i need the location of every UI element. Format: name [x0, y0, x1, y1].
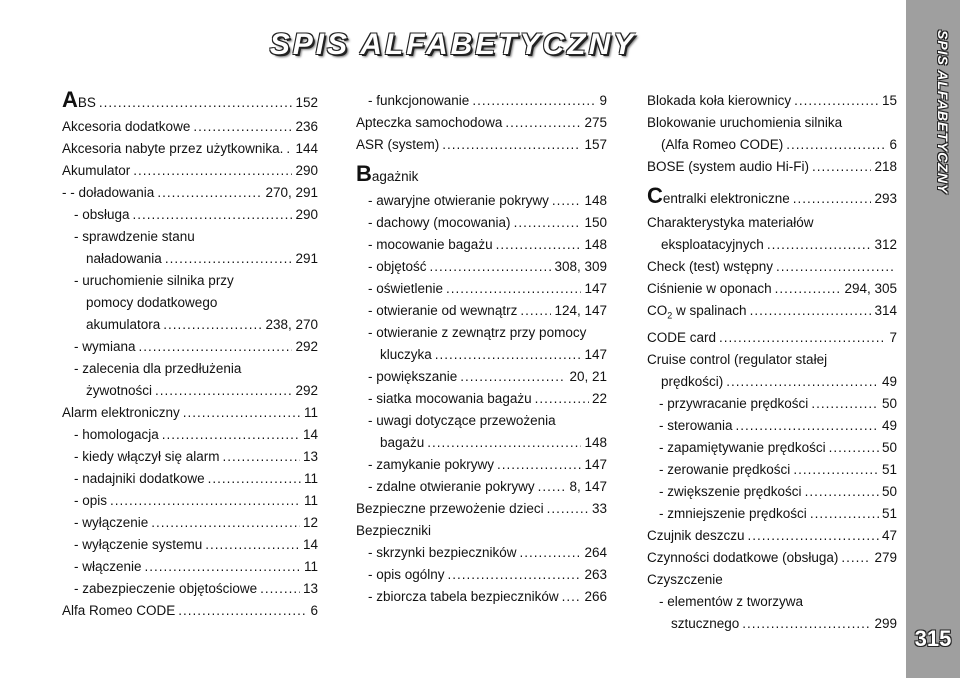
index-entry: CODE card ..... 7 — [647, 327, 897, 349]
index-entry: - opis ..... 11 — [62, 490, 318, 512]
index-entry: - zbiorcza tabela bezpieczników ..... 266 — [356, 586, 607, 608]
index-entry: $CO_2$ w spalinach ..... 314 — [647, 300, 897, 327]
index-entry: - wymiana ..... 292 — [62, 336, 318, 358]
index-entry: Alarm elektroniczny ..... 11 — [62, 402, 318, 424]
index-entry-line: - uruchomienie silnika przy — [74, 273, 234, 288]
section-initial: C — [647, 183, 663, 208]
index-entry: prędkości) ..... 49 — [647, 371, 897, 393]
index-entry: Alfa Romeo CODE ..... 6 — [62, 600, 318, 622]
index-entry: - przywracanie prędkości ..... 50 — [647, 393, 897, 415]
index-entry-line: - elementów z tworzywa — [659, 593, 804, 609]
index-entry: - zerowanie prędkości ..... 51 — [647, 459, 897, 481]
index-entry: - nadajniki dodatkowe ..... 11 — [62, 468, 318, 490]
index-entry: - mocowanie bagażu ..... 148 — [356, 234, 607, 256]
index-entry: BOSE (system audio Hi-Fi) ..... 218 — [647, 156, 897, 178]
index-entry: - homologacja ..... 14 — [62, 424, 318, 446]
index-entry: Czujnik deszczu ..... 47 — [647, 525, 897, 547]
index-entry: Akcesoria nabyte przez użytkownika. ..... 144 — [62, 138, 318, 160]
index-entry: - zamykanie pokrywy ..... 147 — [356, 454, 607, 476]
index-entry-line: Cruise control (regulator stałej — [647, 351, 828, 367]
index-entry-line: Bezpieczniki — [356, 523, 432, 538]
index-entry: eksploatacyjnych ..... 312 — [647, 234, 897, 256]
index-entry: Check (test) wstępny ..... — [647, 256, 897, 278]
index-entry: - zwiększenie prędkości ..... 50 — [647, 481, 897, 503]
index-column-3 — [647, 90, 897, 635]
index-entry: Apteczka samochodowa ..... 275 — [356, 112, 607, 134]
index-entry: żywotności ..... 292 — [62, 380, 318, 402]
index-entry: - włączenie ..... 11 — [62, 556, 318, 578]
index-entry: - wyłączenie ..... 12 — [62, 512, 318, 534]
section-initial: A — [62, 87, 78, 112]
index-entry: - - doładowania ..... 270, 291 — [62, 182, 318, 204]
section-heading: Bagażnik — [356, 161, 419, 186]
index-entry-line: - sprawdzenie stanu — [74, 229, 195, 244]
index-entry: - dachowy (mocowania) ..... 150 — [356, 212, 607, 234]
index-entry: Ciśnienie w oponach ..... 294, 305 — [647, 278, 897, 300]
index-entry-line: Czyszczenie — [647, 571, 723, 587]
index-column-1 — [62, 87, 318, 622]
index-entry: - powiększanie ..... 20, 21 — [356, 366, 607, 388]
index-entry: - otwieranie od wewnątrz ..... 124, 147 — [356, 300, 607, 322]
index-entry: Akcesoria dodatkowe ..... 236 — [62, 116, 318, 138]
index-entry: Centralki elektroniczne ..... 293 — [647, 186, 897, 212]
index-entry: sztucznego ..... 299 — [647, 613, 897, 635]
index-entry: Blokada koła kierownicy ..... 15 — [647, 90, 897, 112]
index-entry: - funkcjonowanie ..... 9 — [356, 90, 607, 112]
index-entry: Akumulator ..... 290 — [62, 160, 318, 182]
section-initial: B — [356, 161, 372, 186]
index-entry: ASR (system) ..... 157 — [356, 134, 607, 156]
index-entry: (Alfa Romeo CODE) ..... 6 — [647, 134, 897, 156]
index-entry: - oświetlenie ..... 147 — [356, 278, 607, 300]
index-entry: - zapamiętywanie prędkości ..... 50 — [647, 437, 897, 459]
index-entry: - obsługa ..... 290 — [62, 204, 318, 226]
index-entry: - zdalne otwieranie pokrywy ..... 8, 147 — [356, 476, 607, 498]
index-entry-line: - uwagi dotyczące przewożenia — [368, 413, 556, 428]
index-entry: - opis ogólny ..... 263 — [356, 564, 607, 586]
index-column-2 — [356, 90, 607, 608]
index-entry: - awaryjne otwieranie pokrywy ..... 148 — [356, 190, 607, 212]
index-entry: akumulatora ..... 238, 270 — [62, 314, 318, 336]
side-tab-title: SPIS ALFABETYCZNY — [935, 30, 951, 195]
page-title: SPIS ALFABETYCZNY — [269, 28, 637, 61]
index-entry: - kiedy włączył się alarm ..... 13 — [62, 446, 318, 468]
page-number: 315 — [914, 626, 952, 651]
index-entry: bagażu ..... 148 — [356, 432, 607, 454]
index-entry-line: - zalecenia dla przedłużenia — [74, 361, 242, 376]
index-entry: - objętość ..... 308, 309 — [356, 256, 607, 278]
index-entry-line: - otwieranie z zewnątrz przy pomocy — [368, 325, 587, 340]
index-entry: - siatka mocowania bagażu ..... 22 — [356, 388, 607, 410]
index-entry: - zabezpieczenie objętościowe ..... 13 — [62, 578, 318, 600]
index-entry-line: Charakterystyka materiałów — [647, 215, 814, 230]
index-entry-line: pomocy dodatkowego — [86, 295, 218, 310]
index-entry: ABS ..... 152 — [62, 90, 318, 116]
index-entry: - skrzynki bezpieczników ..... 264 — [356, 542, 607, 564]
index-entry: naładowania ..... 291 — [62, 248, 318, 270]
index-entry: Czynności dodatkowe (obsługa) ..... 279 — [647, 547, 897, 569]
index-entry: kluczyka ..... 147 — [356, 344, 607, 366]
index-entry: - sterowania ..... 49 — [647, 415, 897, 437]
index-entry: - wyłączenie systemu ..... 14 — [62, 534, 318, 556]
index-entry: Bezpieczne przewożenie dzieci ..... 33 — [356, 498, 607, 520]
index-entry: - zmniejszenie prędkości ..... 51 — [647, 503, 897, 525]
index-entry-line: Blokowanie uruchomienia silnika — [647, 115, 843, 130]
